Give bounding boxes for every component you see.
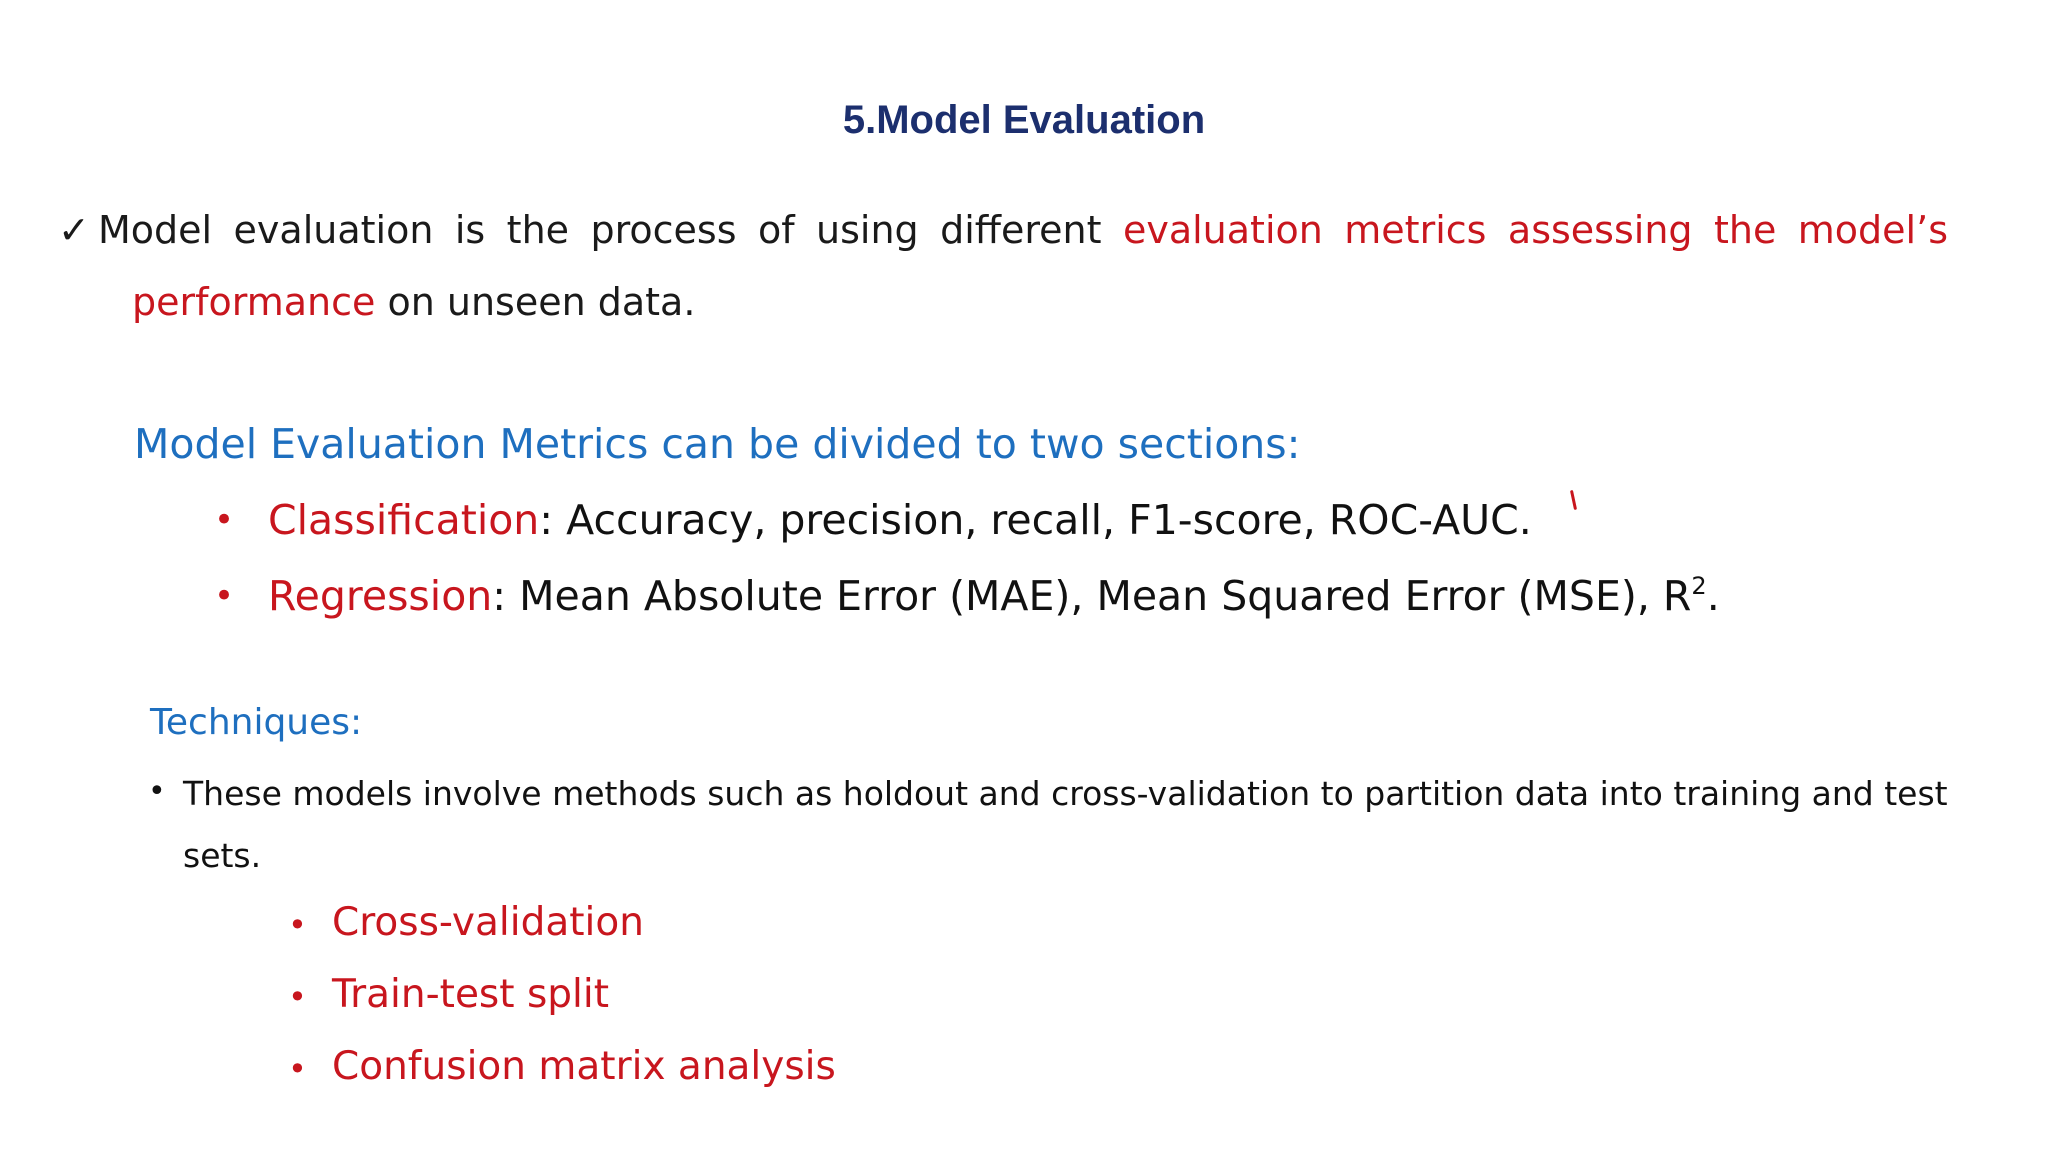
techniques-heading-colon: : <box>350 702 363 743</box>
metric-separator: : <box>492 572 520 620</box>
metric-text: Accuracy, precision, recall, F1-score, ROC-AUC. <box>566 496 1532 544</box>
bullet-dot-icon: • <box>148 774 166 809</box>
intro-text-part1: Model evaluation is the process of using different <box>98 208 1123 252</box>
intro-text-part2: on unseen data. <box>375 280 696 324</box>
metric-regression <box>268 572 1720 620</box>
metric-label: Regression <box>268 572 493 620</box>
bullet-dot-icon: • <box>214 500 235 540</box>
technique-item-cross-validation: Cross-validation <box>332 900 644 945</box>
metric-classification <box>268 496 1532 544</box>
bullet-dot-icon: • <box>288 978 307 1016</box>
technique-item-train-test-split: Train-test split <box>332 972 609 1017</box>
bullet-dot-icon: • <box>288 1050 307 1088</box>
techniques-description-line-1: These models involve methods such as holdout and cross-validation to partition data into training and test <box>183 774 1948 813</box>
metric-suffix: . <box>1706 572 1720 620</box>
techniques-heading-label: Techniques <box>150 702 351 743</box>
intro-line-2 <box>132 280 695 324</box>
metric-text: Mean Absolute Error (MAE), Mean Squared Error (MSE), R <box>519 572 1692 620</box>
slide-title: 5.Model Evaluation <box>842 98 1206 142</box>
intro-highlight: evaluation metrics assessing the model’s <box>1122 208 1948 252</box>
techniques-description-line-2: sets. <box>183 836 262 875</box>
checkmark-icon: ✓ <box>58 208 90 252</box>
bullet-dot-icon: • <box>214 576 235 616</box>
metric-superscript: 2 <box>1691 572 1707 600</box>
metric-separator: : <box>539 496 567 544</box>
techniques-heading <box>150 702 362 743</box>
intro-line-1 <box>58 208 1948 252</box>
intro-highlight-continued: performance <box>132 280 376 324</box>
bullet-dot-icon: • <box>288 906 307 944</box>
metric-label: Classification <box>268 496 540 544</box>
technique-item-confusion-matrix: Confusion matrix analysis <box>332 1044 836 1089</box>
metrics-heading: Model Evaluation Metrics can be divided to two sections: <box>134 420 1301 468</box>
pen-mark-icon <box>1570 490 1577 510</box>
